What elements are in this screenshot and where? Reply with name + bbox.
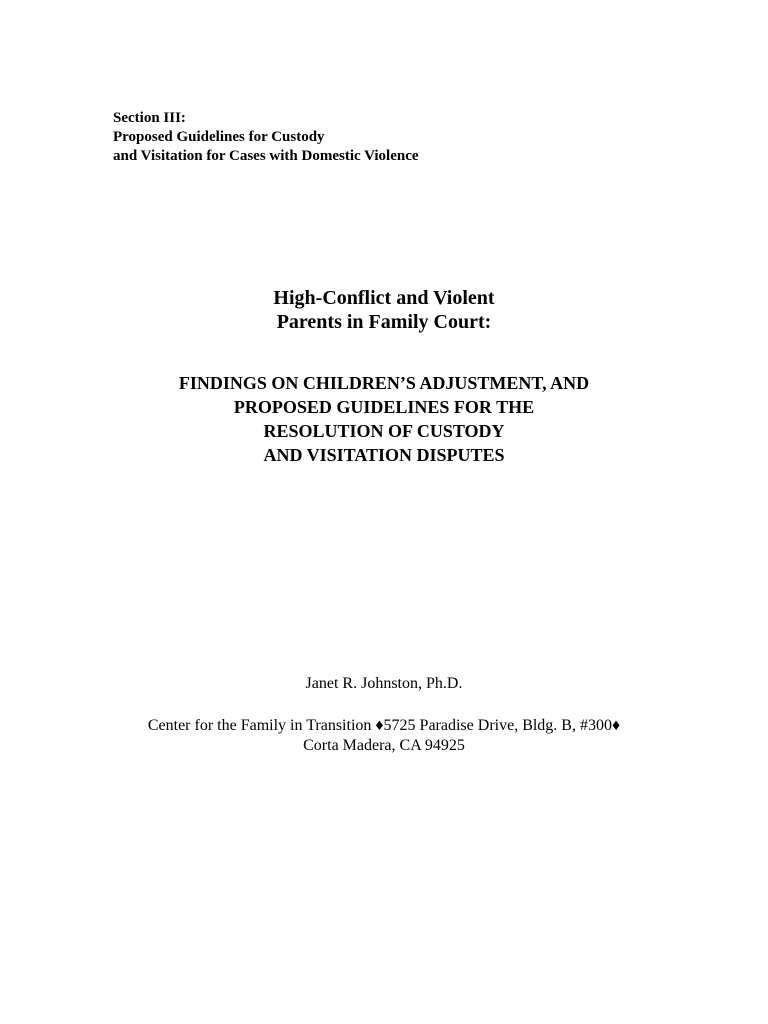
- subtitle-line-2: PROPOSED GUIDELINES FOR THE: [233, 397, 535, 417]
- author-name: Janet R. Johnston, Ph.D.: [305, 675, 463, 692]
- document-title: [0, 286, 768, 334]
- subtitle-line-4: AND VISITATION DISPUTES: [263, 445, 505, 465]
- section-title-line-1: Proposed Guidelines for Custody: [113, 129, 325, 145]
- author-affiliation: [0, 716, 768, 756]
- section-label: Section III:: [113, 110, 186, 126]
- subtitle-line-3: RESOLUTION OF CUSTODY: [263, 421, 505, 441]
- document-subtitle: [0, 371, 768, 467]
- section-title-line-2: and Visitation for Cases with Domestic Violence: [113, 148, 419, 164]
- affiliation-line-2: Corta Madera, CA 94925: [303, 737, 465, 754]
- title-line-1: High-Conflict and Violent: [273, 287, 495, 309]
- subtitle-line-1: FINDINGS ON CHILDREN’S ADJUSTMENT, AND: [178, 373, 590, 393]
- title-line-2: Parents in Family Court:: [276, 311, 492, 333]
- section-header: [113, 109, 419, 166]
- affiliation-line-1: Center for the Family in Transition ♦5725 Paradise Drive, Bldg. B, #300♦: [147, 717, 621, 734]
